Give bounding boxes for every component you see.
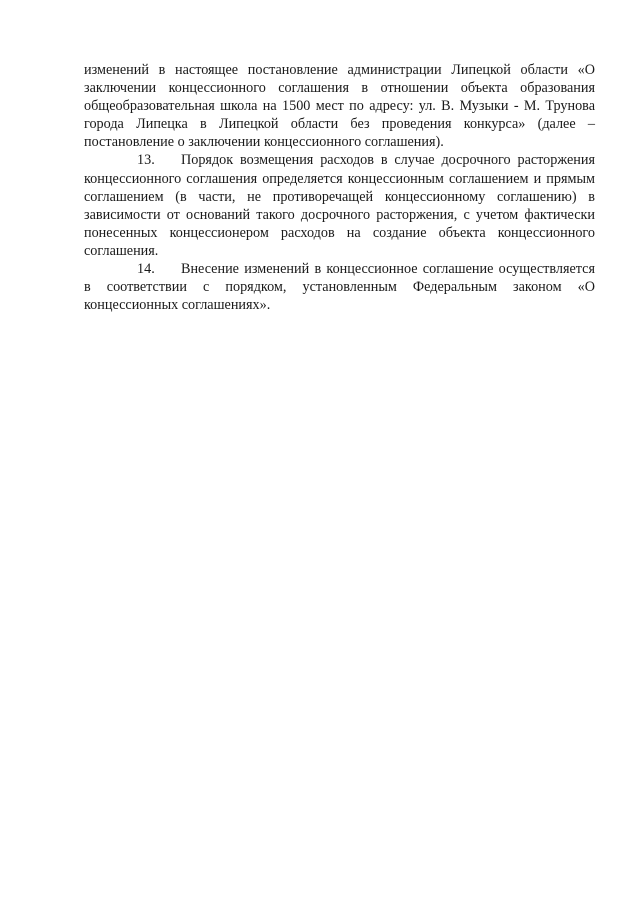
- paragraph-number: 14.: [137, 261, 155, 278]
- paragraph-13: [84, 151, 595, 260]
- paragraph-number: 13.: [137, 152, 155, 169]
- paragraph-text: Внесение изменений в концессионное соглашение осуществляется в соответствии с порядком, установленным Федеральным законом «О концессионных соглашениях».: [84, 261, 595, 314]
- paragraph-14: [84, 260, 595, 314]
- document-body: [84, 61, 595, 314]
- paragraph-text: изменений в настоящее постановление администрации Липецкой области «О заключении концессионного соглашения в отношении объекта образования общеобразовательная школа на 1500 мест по адресу: ул. В. Музыки - М. Трунова города Липецка в Липецкой области без проведения конкурса» (далее – постановление о заключении концессионного соглашения).: [84, 62, 595, 151]
- paragraph-text: Порядок возмещения расходов в случае досрочного расторжения концессионного соглашения определяется концессионным соглашением и прямым соглашением (в части, не противоречащей концессионному соглашению) в зависимости от оснований такого досрочного расторжения, с учетом фактически понесенных концессионером расходов на создание объекта концессионного соглашения.: [84, 152, 595, 259]
- paragraph-continuation: [84, 61, 595, 151]
